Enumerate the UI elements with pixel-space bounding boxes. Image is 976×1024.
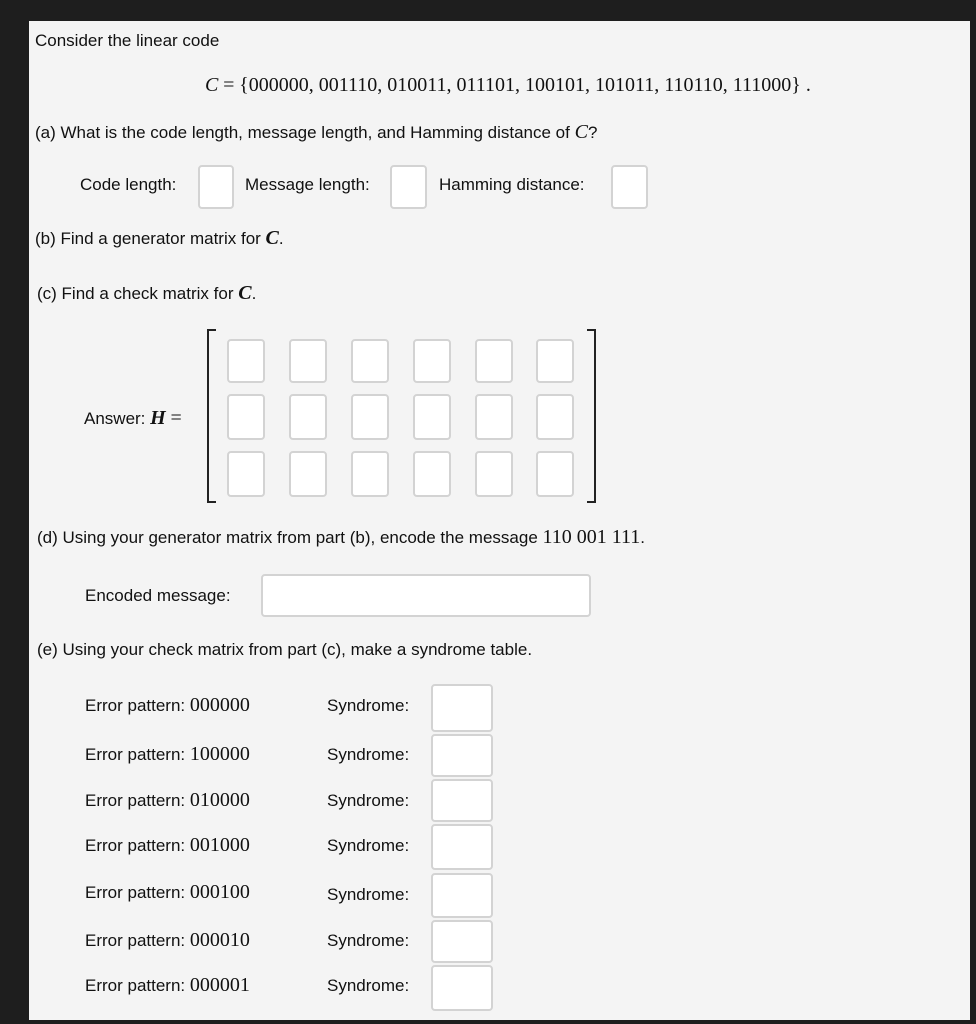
syndrome-label-2: Syndrome: bbox=[327, 745, 410, 764]
part-d-text: (d) Using your generator matrix from part (b), encode the message bbox=[37, 528, 538, 547]
error-pattern-label: Error pattern: bbox=[85, 745, 186, 764]
syndrome-input-2[interactable] bbox=[431, 734, 493, 777]
part-a-suffix: ? bbox=[587, 123, 598, 142]
matrix-cell-r2-c2[interactable] bbox=[289, 394, 327, 440]
part-a-question bbox=[35, 121, 597, 144]
error-pattern-value: 001000 bbox=[189, 834, 250, 856]
part-b-question bbox=[35, 227, 284, 250]
matrix-cell-r1-c1[interactable] bbox=[227, 339, 265, 383]
matrix-left-bracket bbox=[207, 329, 216, 503]
error-pattern-row-3 bbox=[85, 789, 250, 812]
error-pattern-row-1 bbox=[85, 694, 250, 717]
matrix-eq: = bbox=[170, 407, 182, 429]
matrix-cell-r1-c2[interactable] bbox=[289, 339, 327, 383]
matrix-cell-r3-c6[interactable] bbox=[536, 451, 574, 497]
check-matrix-answer bbox=[84, 407, 182, 430]
code-length-input[interactable] bbox=[198, 165, 234, 209]
matrix-cell-r2-c4[interactable] bbox=[413, 394, 451, 440]
error-pattern-value: 000000 bbox=[189, 694, 250, 716]
part-c-text: (c) Find a check matrix for bbox=[37, 284, 234, 303]
matrix-cell-r3-c5[interactable] bbox=[475, 451, 513, 497]
matrix-cell-r2-c6[interactable] bbox=[536, 394, 574, 440]
syndrome-label-6: Syndrome: bbox=[327, 931, 410, 950]
matrix-cell-r3-c4[interactable] bbox=[413, 451, 451, 497]
syndrome-input-1[interactable] bbox=[431, 684, 493, 732]
syndrome-input-4[interactable] bbox=[431, 824, 493, 870]
error-pattern-value: 000001 bbox=[189, 974, 250, 996]
matrix-cell-r1-c6[interactable] bbox=[536, 339, 574, 383]
error-pattern-label: Error pattern: bbox=[85, 836, 186, 855]
syndrome-label-3: Syndrome: bbox=[327, 791, 410, 810]
part-a-var: C bbox=[574, 121, 588, 143]
hamming-distance-label: Hamming distance: bbox=[439, 175, 585, 194]
code-codewords: {000000, 001110, 010011, 011101, 100101, 101011, 110110, 111000} . bbox=[239, 74, 811, 96]
matrix-cell-r2-c5[interactable] bbox=[475, 394, 513, 440]
matrix-cell-r3-c3[interactable] bbox=[351, 451, 389, 497]
problem-page bbox=[29, 21, 970, 1020]
code-eq: = bbox=[223, 74, 235, 96]
matrix-right-bracket bbox=[587, 329, 596, 503]
matrix-cell-r2-c3[interactable] bbox=[351, 394, 389, 440]
part-d-message: 110 001 111 bbox=[542, 526, 641, 548]
matrix-cell-r2-c1[interactable] bbox=[227, 394, 265, 440]
syndrome-label-1: Syndrome: bbox=[327, 696, 410, 715]
error-pattern-label: Error pattern: bbox=[85, 791, 186, 810]
code-var: C bbox=[205, 74, 219, 96]
message-length-label: Message length: bbox=[245, 175, 370, 194]
error-pattern-value: 000100 bbox=[189, 881, 250, 903]
matrix-var: H bbox=[150, 407, 166, 429]
part-d-question bbox=[37, 526, 645, 549]
syndrome-input-7[interactable] bbox=[431, 965, 493, 1011]
part-c-suffix: . bbox=[251, 284, 257, 303]
matrix-cell-r1-c5[interactable] bbox=[475, 339, 513, 383]
message-length-input[interactable] bbox=[390, 165, 427, 209]
part-c-var: C bbox=[238, 282, 252, 304]
matrix-cell-r3-c2[interactable] bbox=[289, 451, 327, 497]
part-b-text: (b) Find a generator matrix for bbox=[35, 229, 261, 248]
matrix-cell-r1-c3[interactable] bbox=[351, 339, 389, 383]
error-pattern-row-4 bbox=[85, 834, 250, 857]
encoded-message-label: Encoded message: bbox=[85, 586, 231, 605]
error-pattern-row-2 bbox=[85, 743, 250, 766]
part-b-suffix: . bbox=[278, 229, 284, 248]
answer-label: Answer: bbox=[84, 409, 146, 428]
syndrome-label-4: Syndrome: bbox=[327, 836, 410, 855]
error-pattern-row-7 bbox=[85, 974, 250, 997]
error-pattern-label: Error pattern: bbox=[85, 976, 186, 995]
matrix-cell-r1-c4[interactable] bbox=[413, 339, 451, 383]
encoded-message-input[interactable] bbox=[261, 574, 591, 617]
error-pattern-value: 000010 bbox=[189, 929, 250, 951]
error-pattern-label: Error pattern: bbox=[85, 931, 186, 950]
code-set-equation bbox=[205, 74, 811, 97]
intro-text: Consider the linear code bbox=[35, 31, 220, 50]
syndrome-input-3[interactable] bbox=[431, 779, 493, 822]
code-length-label: Code length: bbox=[80, 175, 177, 194]
hamming-distance-input[interactable] bbox=[611, 165, 648, 209]
error-pattern-label: Error pattern: bbox=[85, 883, 186, 902]
part-a-text: (a) What is the code length, message length, and Hamming distance of bbox=[35, 123, 570, 142]
matrix-cell-r3-c1[interactable] bbox=[227, 451, 265, 497]
syndrome-input-5[interactable] bbox=[431, 873, 493, 918]
syndrome-label-7: Syndrome: bbox=[327, 976, 410, 995]
part-b-var: C bbox=[265, 227, 279, 249]
error-pattern-row-5 bbox=[85, 881, 250, 904]
error-pattern-row-6 bbox=[85, 929, 250, 952]
part-d-suffix: . bbox=[640, 528, 646, 547]
error-pattern-label: Error pattern: bbox=[85, 696, 186, 715]
syndrome-label-5: Syndrome: bbox=[327, 885, 410, 904]
part-e-question: (e) Using your check matrix from part (c), make a syndrome table. bbox=[37, 640, 533, 659]
error-pattern-value: 100000 bbox=[189, 743, 250, 765]
error-pattern-value: 010000 bbox=[189, 789, 250, 811]
syndrome-input-6[interactable] bbox=[431, 920, 493, 963]
part-c-question bbox=[37, 282, 256, 305]
